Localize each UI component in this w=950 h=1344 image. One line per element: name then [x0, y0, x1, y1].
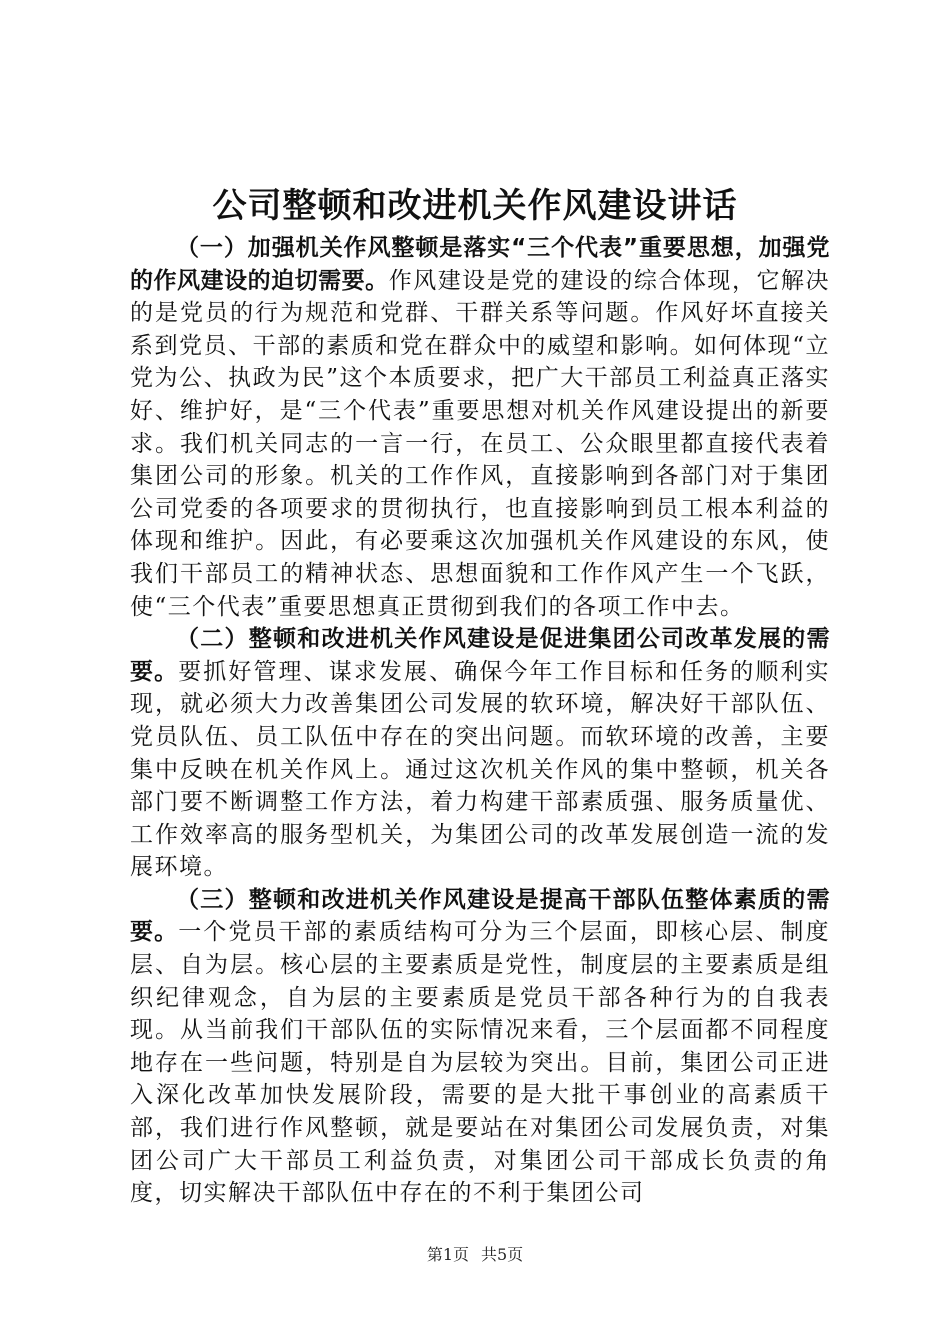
paragraph-2-text: 要抓好管理、谋求发展、确保今年工作目标和任务的顺利实现，就必须大力改善集团公司发展的软环境，解决好干部队伍、党员队伍、员工队伍中存在的突出问题。而软环境的改善，主要集中反映在机关作风上。通过这次机关作风的集中整顿，机关各部门要不断调整工作方法，着力构建干部素质强、服务质量优、工作效率高的服务型机关，为集团公司的改革发展创造一流的发展环境。 [130, 658, 831, 881]
paragraph-3-heading: （三）整顿和改进机关作风建设是提高干部队伍整体素质的需要。 [130, 886, 830, 946]
document-body [130, 232, 830, 1210]
paragraph-3-text: 一个党员干部的素质结构可分为三个层面，即核心层、制度层、自为层。核心层的主要素质是党性，制度层的主要素质是组织纪律观念，自为层的主要素质是党员干部各种行为的自我表现。从当前我们干部队伍的实际情况来看，三个层面都不同程度地存在一些问题，特别是自为层较为突出。目前，集团公司正进入深化改革加快发展阶段，需要的是大批干事创业的高素质干部，我们进行作风整顿，就是要站在对集团公司发展负责，对集团公司广大干部员工利益负责，对集团公司干部成长负责的角度，切实解决干部队伍中存在的不利于集团公司 [130, 919, 831, 1207]
paragraph-1 [130, 232, 830, 623]
page-number: 第1页 [426, 1245, 469, 1264]
paragraph-3 [130, 884, 830, 1210]
paragraph-2-heading: （二）整顿和改进机关作风建设是促进集团公司改革发展的需要。 [130, 626, 830, 685]
paragraph-1-heading: （一）加强机关作风整顿是落实“三个代表”重要思想，加强党的作风建设的迫切需要。 [130, 235, 830, 294]
paragraph-2 [130, 623, 830, 884]
page-footer [0, 1244, 950, 1266]
page-total: 共5页 [481, 1245, 524, 1264]
paragraph-1-text: 作风建设是党的建设的综合体现，它解决的是党员的行为规范和党群、干群关系等问题。作风好坏直接关系到党员、干部的素质和党在群众中的威望和影响。如何体现“立党为公、执政为民”这个本质要求，把广大干部员工利益真正落实好、维护好，是“三个代表”重要思想对机关作风建设提出的新要求。我们机关同志的一言一行，在员工、公众眼里都直接代表着集团公司的形象。机关的工作作风，直接影响到各部门对于集团公司党委的各项要求的贯彻执行，也直接影响到员工根本利益的体现和维护。因此，有必要乘这次加强机关作风建设的东风，使我们干部员工的精神状态、思想面貌和工作作风产生一个飞跃，使“三个代表”重要思想真正贯彻到我们的各项工作中去。 [130, 267, 831, 620]
page-title: 公司整顿和改进机关作风建设讲话 [212, 186, 738, 226]
